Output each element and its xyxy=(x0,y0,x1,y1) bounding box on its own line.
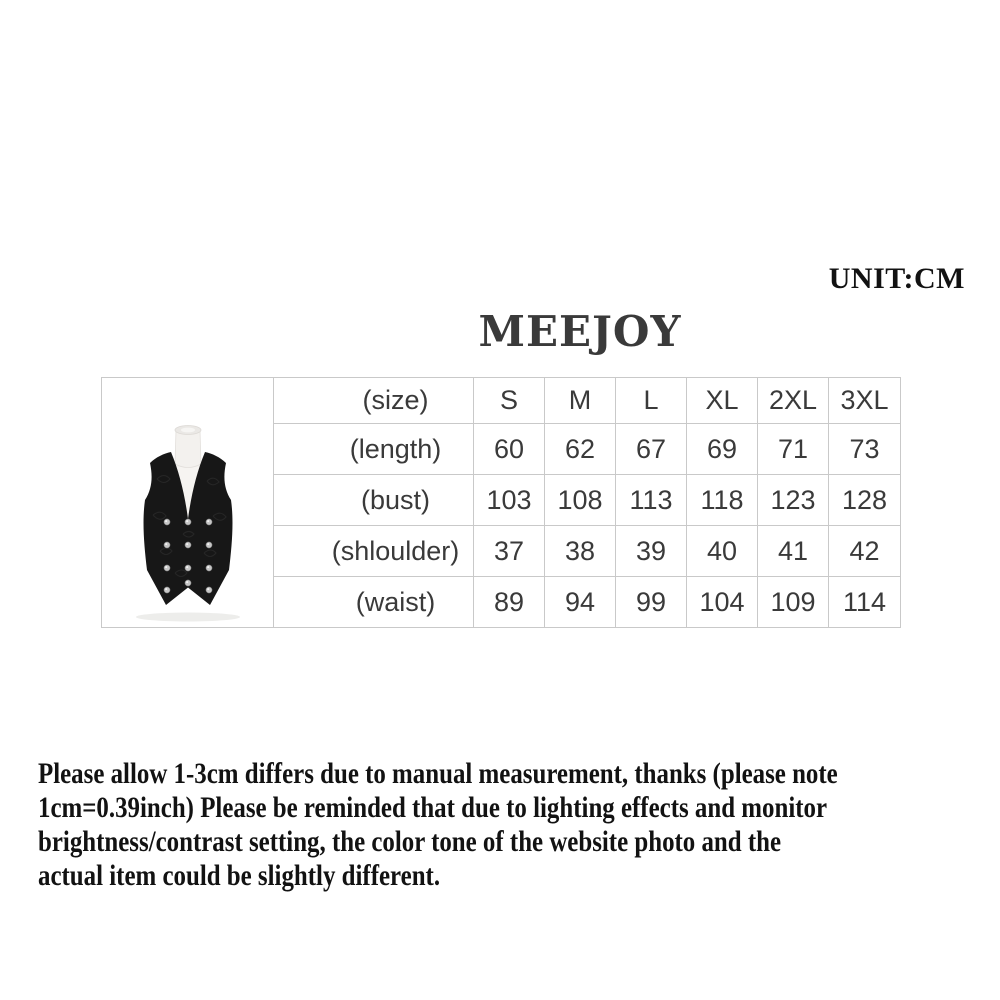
size-value-cell: 67 xyxy=(616,424,687,475)
size-value-cell: 104 xyxy=(687,577,758,628)
row-label-shoulder: (shloulder) xyxy=(274,526,474,577)
size-value-cell: 113 xyxy=(616,475,687,526)
size-value-cell: 103 xyxy=(474,475,545,526)
row-label-waist: (waist) xyxy=(274,577,474,628)
size-value-cell: 60 xyxy=(474,424,545,475)
size-value-cell: 73 xyxy=(829,424,901,475)
table-header-row xyxy=(102,378,901,424)
disclaimer-line: actual item could be slightly different. xyxy=(38,859,441,892)
disclaimer-text xyxy=(38,757,988,893)
size-col-header-m: M xyxy=(545,378,616,424)
size-value-cell: 94 xyxy=(545,577,616,628)
size-value-cell: 39 xyxy=(616,526,687,577)
size-value-cell: 71 xyxy=(758,424,829,475)
size-value-cell: 99 xyxy=(616,577,687,628)
size-value-cell: 114 xyxy=(829,577,901,628)
size-chart-table xyxy=(101,377,901,628)
size-header-cell: (size) xyxy=(274,378,474,424)
size-value-cell: 109 xyxy=(758,577,829,628)
size-value-cell: 42 xyxy=(829,526,901,577)
size-value-cell: 37 xyxy=(474,526,545,577)
size-value-cell: 128 xyxy=(829,475,901,526)
product-image-cell xyxy=(102,378,274,628)
row-label-bust: (bust) xyxy=(274,475,474,526)
size-col-header-2xl: 2XL xyxy=(758,378,829,424)
unit-label: UNIT:CM xyxy=(828,262,965,295)
vest-product-image xyxy=(113,421,263,623)
size-col-header-l: L xyxy=(616,378,687,424)
size-value-cell: 69 xyxy=(687,424,758,475)
size-value-cell: 41 xyxy=(758,526,829,577)
size-value-cell: 123 xyxy=(758,475,829,526)
size-col-header-s: S xyxy=(474,378,545,424)
vest-shadow xyxy=(136,613,240,622)
size-col-header-xl: XL xyxy=(687,378,758,424)
disclaimer-line: 1cm=0.39inch) Please be reminded that due to lighting effects and monitor xyxy=(38,791,828,824)
disclaimer-line: Please allow 1-3cm differs due to manual measurement, thanks (please note xyxy=(38,757,838,790)
size-value-cell: 118 xyxy=(687,475,758,526)
size-value-cell: 38 xyxy=(545,526,616,577)
size-value-cell: 62 xyxy=(545,424,616,475)
size-col-header-3xl: 3XL xyxy=(829,378,901,424)
disclaimer-line: brightness/contrast setting, the color tone of the website photo and the xyxy=(38,825,782,858)
size-value-cell: 40 xyxy=(687,526,758,577)
size-value-cell: 108 xyxy=(545,475,616,526)
row-label-length: (length) xyxy=(274,424,474,475)
brand-title: MEEJOY xyxy=(478,307,682,356)
size-value-cell: 89 xyxy=(474,577,545,628)
